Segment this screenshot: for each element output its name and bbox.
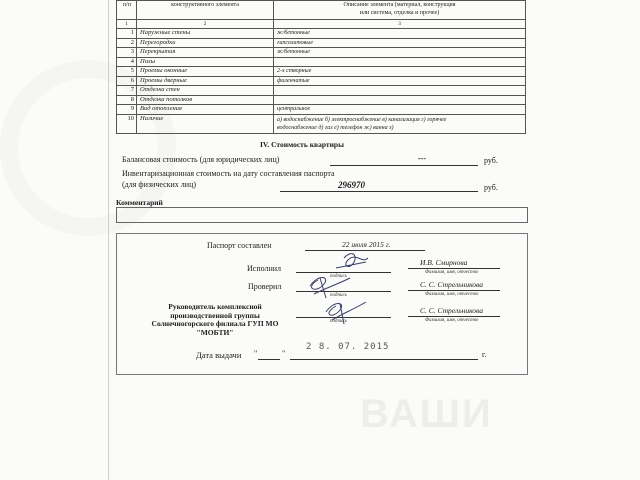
head-label-line3: Солнечногорского филиала ГУП МО (151, 319, 279, 328)
compiled-date: 22 июля 2015 г. (342, 240, 391, 249)
table-row (117, 76, 526, 86)
row-name: Полы (137, 57, 274, 67)
table-row (117, 57, 526, 67)
handwritten-signatures (296, 248, 396, 338)
header-col-description (274, 1, 526, 20)
row-value: ж/бетонные (274, 29, 526, 39)
executor-signature-caption: подпись (330, 274, 347, 279)
balance-underline (330, 165, 478, 166)
inventory-underline (280, 191, 478, 192)
checked-name-caption: Фамилия, имя, отчество (425, 292, 479, 297)
issue-year-suffix: г. (482, 350, 487, 359)
executor-signature-mark (336, 254, 368, 268)
row-number: 8 (117, 95, 137, 105)
issue-day-line (258, 359, 280, 360)
balance-currency: руб. (484, 156, 498, 165)
row-number: 10 (117, 114, 137, 133)
compiled-label: Паспорт составлен (207, 241, 272, 250)
amenities-line1: а) водоснабжение б) электроснабжение в) канализация г) горячее (277, 116, 447, 123)
row-name: Проемы дверные (137, 76, 274, 86)
executor-name-caption: Фамилия, имя, отчество (425, 270, 479, 275)
checked-name-line (408, 290, 500, 291)
table-row (117, 67, 526, 77)
row-name: Отделка стен (137, 86, 274, 96)
head-of-group-label (135, 303, 295, 337)
watermark-text: ВАШИ (360, 392, 493, 436)
comment-box (116, 207, 528, 223)
executor-name-line (408, 268, 500, 269)
table-row (117, 48, 526, 58)
checked-signature-caption: подпись (330, 293, 347, 298)
inventory-label-line2: (для физических лиц) (122, 180, 197, 189)
table-row (117, 38, 526, 48)
comment-label: Комментарий (116, 198, 163, 207)
row-value (274, 86, 526, 96)
row-value: 2-х створные (274, 67, 526, 77)
row-value: филенчатые (274, 76, 526, 86)
header-col-name: конструктивного элемента (137, 1, 274, 20)
issue-date-label: Дата выдачи (196, 350, 242, 360)
row-value (274, 95, 526, 105)
inventory-label-line1: Инвентаризационная стоимость на дату составления паспорта (122, 169, 335, 178)
table-index-row (117, 20, 526, 29)
row-name: Проемы оконные (137, 67, 274, 77)
issue-date-stamp: 2 8. 07. 2015 (306, 342, 390, 352)
row-value: ж/бетонные (274, 48, 526, 58)
row-number: 6 (117, 76, 137, 86)
head-label-line1: Руководитель комплексной (168, 302, 262, 311)
header-desc-line2: или система, отделка и прочее) (359, 10, 440, 16)
row-name: Перегородки (137, 38, 274, 48)
row-name: Перекрытия (137, 48, 274, 58)
head-signature-mark (326, 302, 366, 324)
row-value: гипсолитовые (274, 38, 526, 48)
row-name: Вид отопления (137, 105, 274, 115)
table-row (117, 114, 526, 133)
head-name-line (408, 316, 500, 317)
checked-label: Проверил (248, 282, 282, 291)
issue-quote-close: " (282, 349, 286, 358)
head-name: С. С. Стрельникова (420, 306, 484, 315)
issue-quote-open: " (254, 349, 258, 358)
row-number: 4 (117, 57, 137, 67)
index-cell: 2 (137, 20, 274, 29)
head-label-line4: "МОБТИ" (196, 327, 234, 337)
row-number: 7 (117, 86, 137, 96)
table-row (117, 29, 526, 39)
row-name: Отделка потолков (137, 95, 274, 105)
issue-month-line (290, 359, 478, 360)
head-name-caption: Фамилия, имя, отчество (425, 318, 479, 323)
row-value (274, 114, 526, 133)
head-signature-caption: подпись (330, 319, 347, 324)
executor-label: Исполнил (247, 264, 282, 273)
balance-value: --- (418, 154, 426, 163)
table-header-row (117, 1, 526, 20)
row-name: Наличие (137, 114, 274, 133)
head-label-line2: производственной группы (170, 310, 260, 320)
row-value (274, 57, 526, 67)
row-number: 5 (117, 67, 137, 77)
section-title: IV. Стоимость квартиры (260, 140, 344, 149)
amenities-line2: водоснабжение д) газ е) телефон ж) ванна з) (277, 124, 394, 131)
row-name: Наружные стены (137, 29, 274, 39)
row-number: 1 (117, 29, 137, 39)
header-desc-line1: Описание элемента (материал, конструкция (343, 2, 456, 8)
table-row (117, 86, 526, 96)
inventory-value: 296970 (338, 180, 365, 190)
checked-signature-mark (310, 278, 350, 299)
table-row (117, 105, 526, 115)
row-value: центральное (274, 105, 526, 115)
table-row (117, 95, 526, 105)
row-number: 3 (117, 48, 137, 58)
row-number: 2 (117, 38, 137, 48)
checked-name: С. С. Стрельникова (420, 280, 484, 289)
index-cell: 1 (117, 20, 137, 29)
row-number: 9 (117, 105, 137, 115)
inventory-currency: руб. (484, 183, 498, 192)
construction-elements-table (116, 0, 526, 134)
executor-name: И.В. Смирнова (420, 258, 468, 267)
header-col-number: п/п (117, 1, 137, 20)
index-cell: 3 (274, 20, 526, 29)
balance-label: Балансовая стоимость (для юридических лиц) (122, 155, 280, 164)
